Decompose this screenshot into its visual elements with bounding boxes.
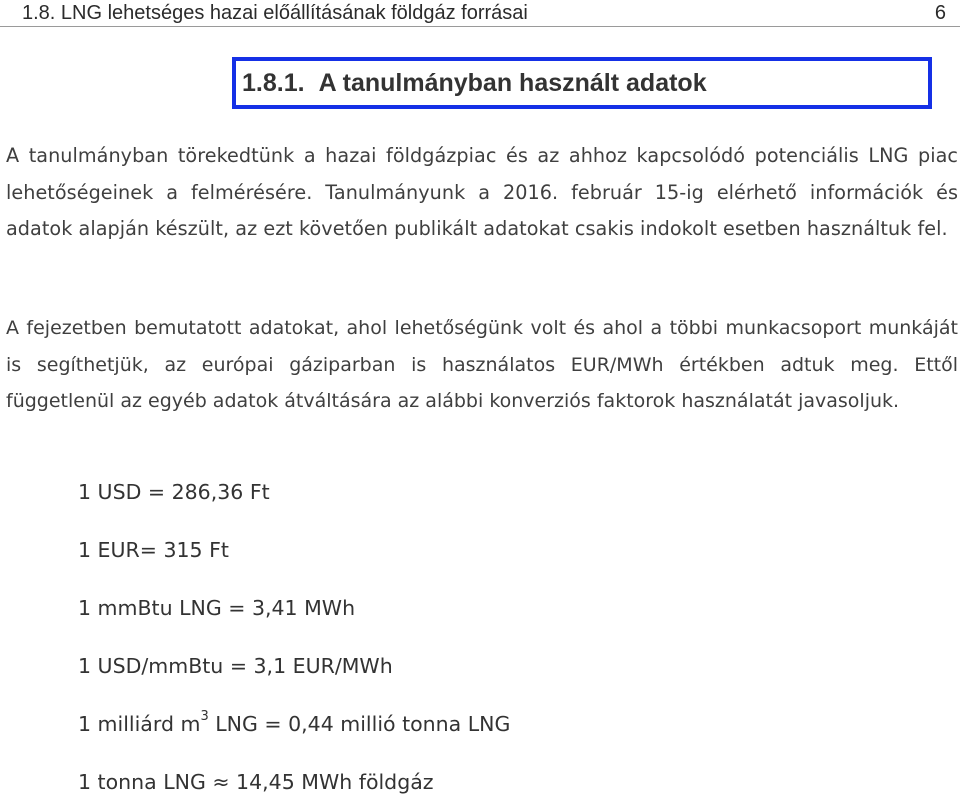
section-title: A tanulmányban használt adatok	[318, 69, 707, 97]
page-number: 6	[934, 2, 946, 24]
conversion-eur-huf: 1 EUR= 315 Ft	[78, 538, 229, 562]
paragraph-conversion-note: A fejezetben bemutatott adatokat, ahol lehetőségünk volt és ahol a többi munkacsoport munkáját is segíthetjük, az európai gáziparban is használatos EUR/MWh értékben adtuk meg. Ettől függetlenül az egyéb adatok átváltására az alábbi konverziós faktorok használatát javasoljuk.	[6, 317, 958, 413]
conversion-tonna-mwh: 1 tonna LNG ≈ 14,45 MWh földgáz	[78, 770, 434, 794]
conversion-m3-pre: 1 milliárd m	[78, 712, 201, 736]
conversion-mmbtu-mwh: 1 mmBtu LNG = 3,41 MWh	[78, 596, 356, 620]
conversion-usd-mmbtu-eur-mwh: 1 USD/mmBtu = 3,1 EUR/MWh	[78, 654, 393, 678]
section-number: 1.8.1.	[242, 69, 305, 97]
conversion-m3-tonna	[78, 709, 511, 736]
conversion-m3-post: LNG = 0,44 millió tonna LNG	[208, 712, 511, 736]
conversion-usd-huf: 1 USD = 286,36 Ft	[78, 480, 270, 504]
running-header	[0, 0, 960, 27]
paragraph-intro: A tanulmányban törekedtünk a hazai földgázpiac és az ahhoz kapcsolódó potenciális LNG piac lehetőségeinek a felmérésére. Tanulmányunk a 2016. február 15-ig elérhető információk és adatok alapján készült, az ezt követően publikált adatokat csakis indokolt esetben használtuk fel.	[6, 144, 958, 241]
running-header-title: 1.8. LNG lehetséges hazai előállításának földgáz forrásai	[22, 2, 528, 24]
section-heading-box	[232, 57, 932, 109]
superscript-3: 3	[200, 709, 209, 725]
